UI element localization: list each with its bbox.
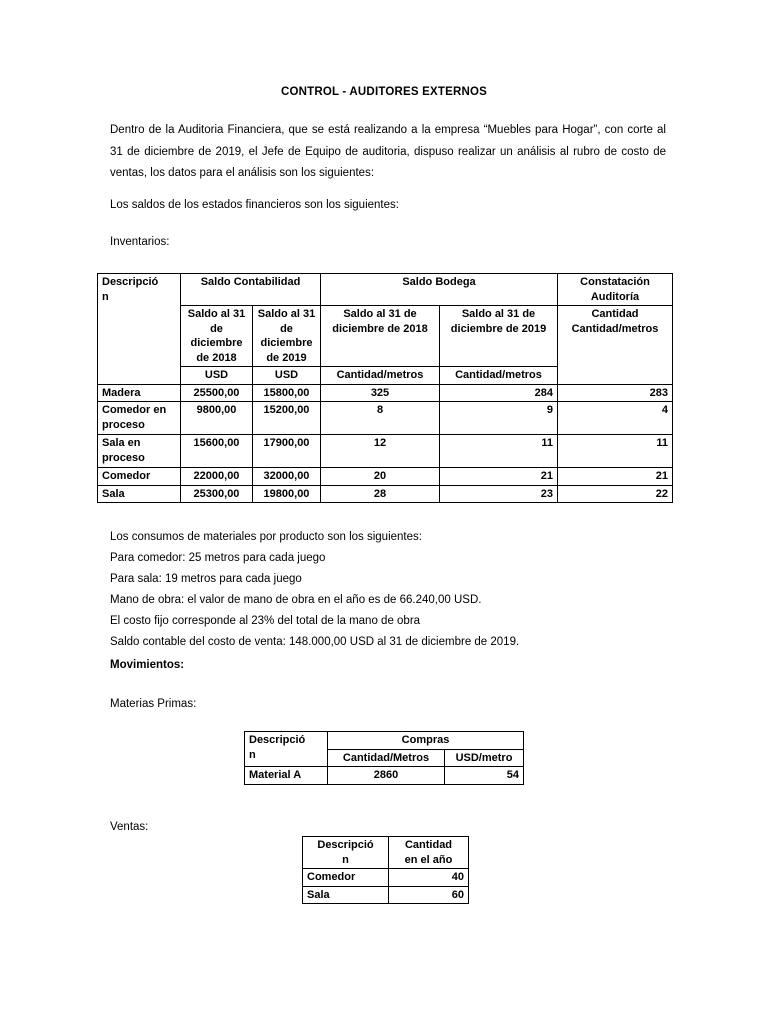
table-row xyxy=(98,485,673,503)
cell-bodega-2019: 23 xyxy=(440,485,558,503)
header-descripcion-line2: n xyxy=(102,290,109,303)
ventas-table xyxy=(302,836,469,904)
lead-inventarios-label: Inventarios: xyxy=(110,236,170,248)
cell-constatacion: 22 xyxy=(558,485,673,503)
header-descripcion-line2: n xyxy=(249,748,256,761)
cell-contab-2018: 25300,00 xyxy=(181,485,253,503)
cell-cantidad: 40 xyxy=(389,869,469,887)
subheader-bodega-2018: Saldo al 31 de diciembre de 2018 xyxy=(321,306,440,367)
cell-contab-2018: 9800,00 xyxy=(181,402,253,435)
cell-bodega-2019: 21 xyxy=(440,468,558,486)
cell-bodega-2018: 8 xyxy=(321,402,440,435)
section-ventas-label: Ventas: xyxy=(110,821,149,833)
cell-bodega-2019: 11 xyxy=(440,435,558,468)
table-row xyxy=(245,767,524,785)
cell-contab-2019: 17900,00 xyxy=(253,435,321,468)
inventarios-table xyxy=(97,273,673,503)
subheader-constatacion-unit: Cantidad Cantidad/metros xyxy=(558,306,673,385)
cell-contab-2019: 32000,00 xyxy=(253,468,321,486)
cell-usd-metro: 54 xyxy=(445,767,524,785)
subheader-bodega-2019: Saldo al 31 de diciembre de 2019 xyxy=(440,306,558,367)
notes-block xyxy=(110,527,670,653)
cell-contab-2018: 25500,00 xyxy=(181,384,253,402)
subheader-contab-2019: Saldo al 31 de diciembre de 2019 xyxy=(253,306,321,367)
table-row xyxy=(98,468,673,486)
page-title: CONTROL - AUDITORES EXTERNOS xyxy=(280,86,487,98)
cell-descripcion: Comedor en proceso xyxy=(98,402,181,435)
cell-descripcion: Sala en proceso xyxy=(98,435,181,468)
note-line: Mano de obra: el valor de mano de obra en el año es de 66.240,00 USD. xyxy=(110,594,482,606)
unit-contab-2019: USD xyxy=(253,367,321,385)
table-row xyxy=(98,402,673,435)
header-constatacion-auditoria: Constatación Auditoría xyxy=(558,274,673,306)
cell-descripcion: Comedor xyxy=(98,468,181,486)
header-descripcion xyxy=(245,732,328,767)
cell-contab-2019: 15200,00 xyxy=(253,402,321,435)
table-header-row xyxy=(303,837,469,869)
header-descripcion xyxy=(98,274,181,385)
compras-table xyxy=(244,731,524,785)
lead-saldos-text: Los saldos de los estados financieros son los siguientes: xyxy=(110,199,399,211)
cell-cantidad: 60 xyxy=(389,886,469,904)
table-row xyxy=(98,435,673,468)
unit-bodega-2019: Cantidad/metros xyxy=(440,367,558,385)
cell-contab-2018: 15600,00 xyxy=(181,435,253,468)
cell-descripcion: Sala xyxy=(303,886,389,904)
cell-descripcion: Sala xyxy=(98,485,181,503)
header-descripcion-line1: Descripció xyxy=(102,276,159,288)
header-descripcion-line1: Descripció xyxy=(317,839,374,851)
note-line: Para comedor: 25 metros para cada juego xyxy=(110,552,326,564)
header-cantidad-line1: Cantidad xyxy=(404,839,453,851)
cell-bodega-2018: 20 xyxy=(321,468,440,486)
note-line: El costo fijo corresponde al 23% del total de la mano de obra xyxy=(110,615,421,627)
table-row xyxy=(303,886,469,904)
cell-constatacion: 4 xyxy=(558,402,673,435)
cell-constatacion: 11 xyxy=(558,435,673,468)
table-header-row-groups xyxy=(98,274,673,306)
header-descripcion-line2: n xyxy=(342,853,349,866)
unit-contab-2018: USD xyxy=(181,367,253,385)
note-line: Los consumos de materiales por producto son los siguientes: xyxy=(110,531,422,543)
section-materias-primas-label: Materias Primas: xyxy=(110,698,197,710)
table-header-row-groups xyxy=(245,732,524,750)
cell-bodega-2019: 284 xyxy=(440,384,558,402)
unit-bodega-2018: Cantidad/metros xyxy=(321,367,440,385)
cell-constatacion: 21 xyxy=(558,468,673,486)
section-movimientos-label: Movimientos: xyxy=(110,659,185,671)
cell-bodega-2018: 28 xyxy=(321,485,440,503)
header-cantidad-metros: Cantidad/Metros xyxy=(328,749,445,767)
cell-cantidad-metros: 2860 xyxy=(328,767,445,785)
header-descripcion xyxy=(303,837,389,869)
cell-descripcion: Comedor xyxy=(303,869,389,887)
header-saldo-contabilidad: Saldo Contabilidad xyxy=(181,274,321,306)
header-usd-metro: USD/metro xyxy=(445,749,524,767)
cell-contab-2019: 19800,00 xyxy=(253,485,321,503)
cell-bodega-2018: 325 xyxy=(321,384,440,402)
header-cantidad-line2: en el año xyxy=(404,853,453,866)
subheader-contab-2018: Saldo al 31 de diciembre de 2018 xyxy=(181,306,253,367)
header-cantidad-anio xyxy=(389,837,469,869)
table-row xyxy=(98,384,673,402)
header-descripcion-line1: Descripció xyxy=(249,734,306,746)
header-saldo-bodega: Saldo Bodega xyxy=(321,274,558,306)
cell-contab-2018: 22000,00 xyxy=(181,468,253,486)
cell-contab-2019: 15800,00 xyxy=(253,384,321,402)
cell-descripcion: Material A xyxy=(245,767,328,785)
cell-constatacion: 283 xyxy=(558,384,673,402)
note-line: Para sala: 19 metros para cada juego xyxy=(110,573,302,585)
intro-paragraph: Dentro de la Auditoria Financiera, que se está realizando a la empresa “Muebles para Hogar”, con corte al 31 de diciembre de 2019, el Jefe de Equipo de auditoria, dispuso realizar un análisis al rubro de costo de ventas, los datos para el análisis son los siguientes: xyxy=(110,124,666,179)
header-compras: Compras xyxy=(328,732,524,750)
cell-bodega-2019: 9 xyxy=(440,402,558,435)
table-header-row-subheads xyxy=(98,306,673,367)
note-line: Saldo contable del costo de venta: 148.000,00 USD al 31 de diciembre de 2019. xyxy=(110,636,520,648)
cell-descripcion: Madera xyxy=(98,384,181,402)
cell-bodega-2018: 12 xyxy=(321,435,440,468)
table-row xyxy=(303,869,469,887)
